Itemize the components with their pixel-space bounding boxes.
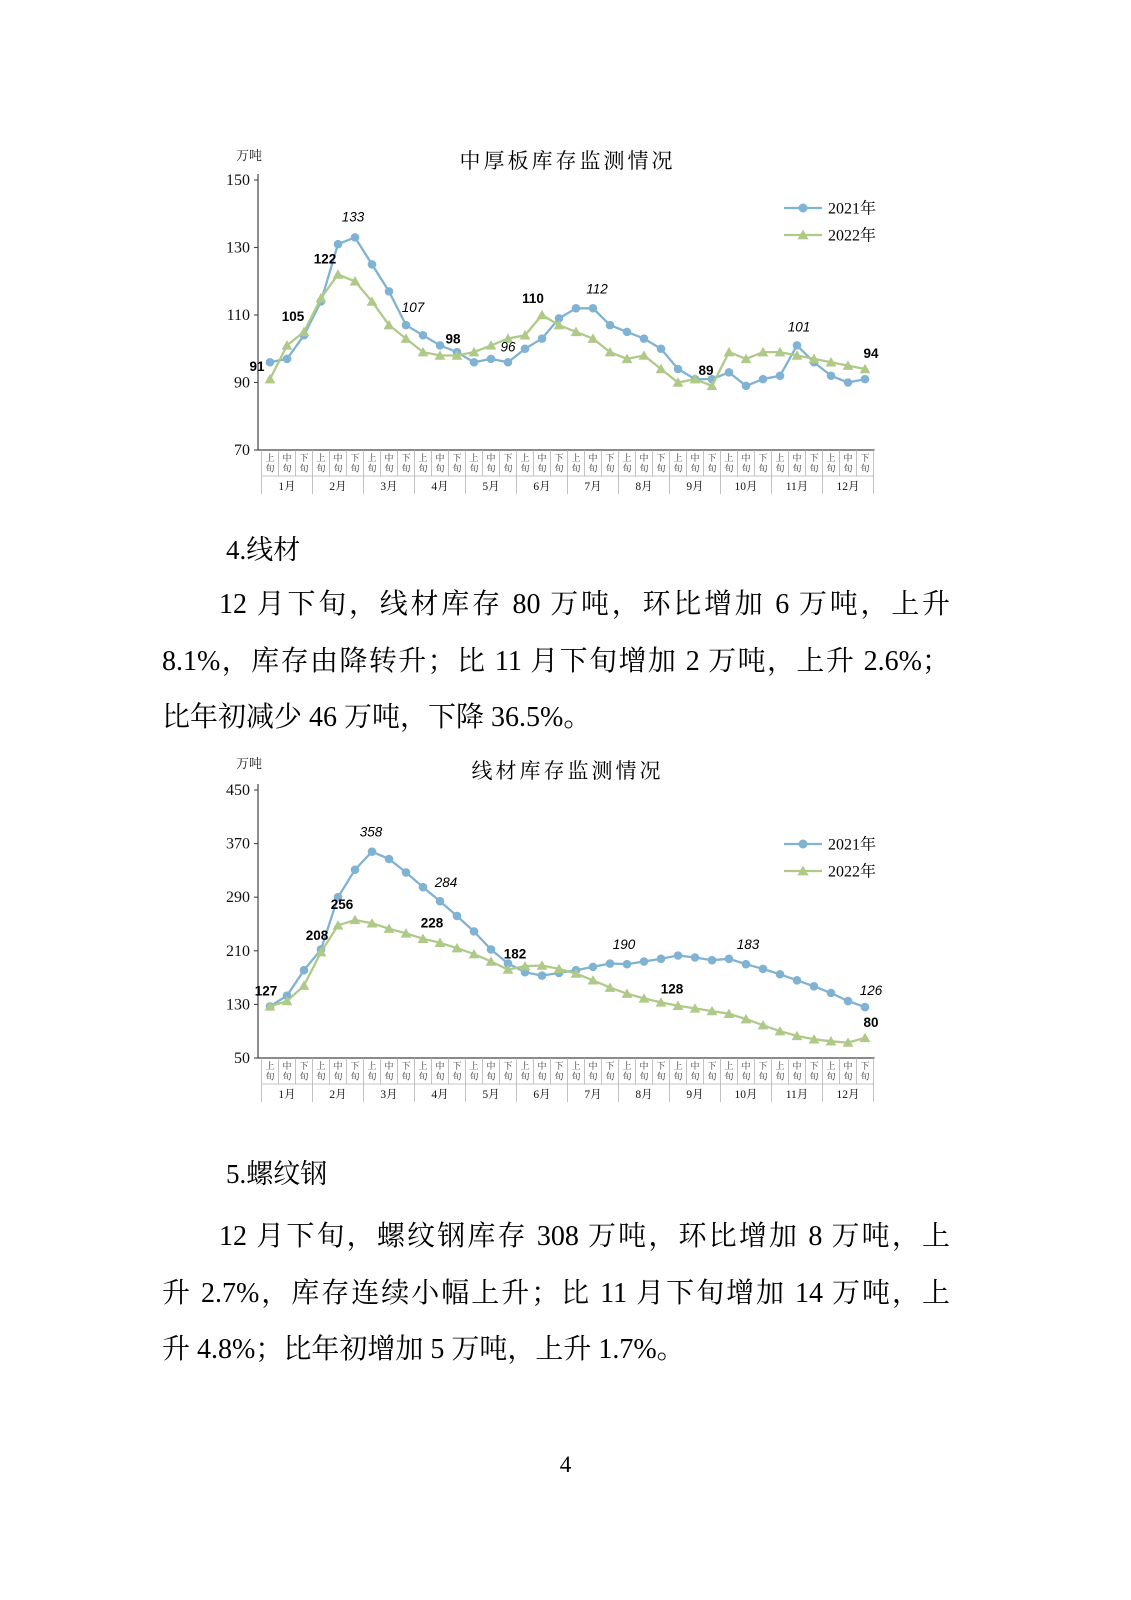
section-heading-rebar: 5.螺纹钢 [226,1159,328,1189]
x-month-label: 5月 [482,481,500,493]
circle-marker [708,956,717,965]
circle-marker [368,847,377,856]
data-point-label: 256 [330,896,354,912]
x-period-label: 中旬 [792,1061,802,1082]
circle-marker [504,358,513,367]
circle-marker [640,334,649,343]
x-period-label: 中旬 [792,453,802,474]
series-2021年 [266,233,870,390]
data-point-label: 182 [503,946,527,962]
x-period-label: 上旬 [316,453,326,474]
circle-marker [799,840,808,849]
x-period-label: 下旬 [809,1061,819,1082]
chart-medium-plate-inventory [224,128,914,503]
x-period-label: 下旬 [350,1061,360,1082]
y-tick-label: 130 [226,996,250,1014]
triangle-marker [724,347,735,356]
y-tick-label: 110 [226,307,250,324]
x-period-label: 上旬 [367,453,377,474]
circle-marker [470,358,479,367]
x-month-label: 7月 [584,481,602,493]
circle-marker [300,966,309,975]
x-period-label: 中旬 [282,1061,292,1082]
circle-marker [799,204,808,213]
circle-marker [453,912,462,921]
x-period-label: 中旬 [384,453,394,474]
x-period-label: 上旬 [469,453,479,474]
data-point-label: 122 [313,251,337,267]
data-point-label: 105 [281,308,305,324]
x-period-label: 上旬 [673,453,683,474]
legend-item-2021年 [784,835,876,854]
x-period-label: 中旬 [639,453,649,474]
x-month-label: 2月 [329,1089,347,1101]
x-period-label: 下旬 [503,1061,513,1082]
x-period-label: 下旬 [350,453,360,474]
x-period-label: 下旬 [860,453,870,474]
section-heading-wire-rod: 4.线材 [226,535,301,565]
y-tick-label: 210 [226,942,250,960]
circle-marker [589,304,598,313]
circle-marker [419,331,428,340]
circle-marker [266,358,275,367]
paragraph-wire-rod [162,577,950,747]
paragraph-line: 升 2.7%，库存连续小幅上升；比 11 月下旬增加 14 万吨，上 [162,1277,950,1309]
legend-item-2022年 [784,862,876,881]
x-period-label: 中旬 [435,1061,445,1082]
x-period-label: 下旬 [758,1061,768,1082]
chart-svg [224,128,914,498]
x-period-label: 下旬 [656,453,666,474]
x-period-label: 中旬 [690,453,700,474]
y-tick-label: 150 [226,172,250,189]
paragraph-line: 12 月下旬，螺纹钢库存 308 万吨，环比增加 8 万吨，上 [219,1221,950,1252]
x-period-label: 上旬 [826,1061,836,1082]
x-period-label: 中旬 [843,453,853,474]
circle-marker [776,970,785,979]
x-period-label: 上旬 [622,453,632,474]
data-point-label: 101 [787,319,811,335]
x-period-label: 中旬 [537,1061,547,1082]
data-point-label: 89 [698,362,714,378]
x-period-label: 下旬 [707,1061,717,1082]
paragraph-line: 比年初减少 46 万吨，下降 36.5%。 [162,702,592,733]
circle-marker [742,382,751,391]
circle-marker [385,287,394,296]
data-point-label: 107 [401,300,425,316]
circle-marker [725,955,734,964]
series-2022年 [265,915,871,1047]
paragraph-line: 12 月下旬，线材库存 80 万吨，环比增加 6 万吨，上升 [219,589,950,620]
x-period-label: 下旬 [605,453,615,474]
chart-title: 线材库存监测情况 [471,759,664,783]
circle-marker [368,260,377,269]
x-period-label: 下旬 [452,453,462,474]
circle-marker [419,883,428,892]
circle-marker [436,341,445,350]
x-period-label: 中旬 [639,1061,649,1082]
circle-marker [725,368,734,377]
chart-wire-rod-inventory [224,742,914,1115]
x-period-label: 中旬 [843,1061,853,1082]
circle-marker [470,927,479,936]
series-line [270,237,865,386]
x-period-label: 中旬 [741,1061,751,1082]
x-month-label: 8月 [635,1089,653,1101]
circle-marker [606,321,615,330]
triangle-marker [299,980,310,989]
x-period-label: 下旬 [401,453,411,474]
x-month-label: 10月 [734,1089,758,1101]
circle-marker [606,959,615,968]
circle-marker [691,953,700,962]
y-tick-label: 90 [234,374,250,392]
x-period-label: 下旬 [554,1061,564,1082]
x-period-label: 中旬 [537,453,547,474]
chart-title: 中厚板库存监测情况 [459,149,676,173]
x-month-label: 6月 [533,481,551,493]
x-period-label: 下旬 [554,453,564,474]
paragraph-line: 8.1%，库存由降转升；比 11 月下旬增加 2 万吨，上升 2.6%； [162,645,950,677]
circle-marker [351,233,360,242]
x-month-label: 1月 [278,1089,296,1101]
circle-marker [674,951,683,960]
data-point-label: 112 [586,281,608,297]
circle-marker [538,971,547,980]
x-period-label: 上旬 [775,453,785,474]
x-period-label: 上旬 [520,453,530,474]
y-axis-unit-label: 万吨 [236,148,263,163]
y-axis-unit-label: 万吨 [236,756,263,771]
circle-marker [742,960,751,969]
legend-item-2022年 [784,226,876,245]
triangle-marker [350,915,361,924]
x-period-label: 中旬 [486,453,496,474]
y-tick-label: 450 [226,782,250,799]
x-period-label: 中旬 [588,1061,598,1082]
x-period-label: 中旬 [690,1061,700,1082]
triangle-marker [333,269,344,278]
circle-marker [827,989,836,998]
x-period-label: 上旬 [571,453,581,474]
x-period-label: 中旬 [435,453,445,474]
x-period-label: 中旬 [741,453,751,474]
legend-label: 2022年 [828,227,877,245]
x-month-label: 7月 [584,1089,602,1101]
data-point-label: 98 [445,331,461,347]
series-line [270,852,865,1008]
x-period-label: 下旬 [299,1061,309,1082]
x-period-label: 下旬 [758,453,768,474]
y-tick-label: 50 [234,1050,250,1067]
circle-marker [759,965,768,974]
data-point-label: 110 [522,291,544,306]
circle-marker [844,378,853,387]
x-period-label: 上旬 [673,1061,683,1082]
x-month-label: 1月 [278,481,296,493]
circle-marker [623,328,632,337]
x-month-label: 6月 [533,1089,551,1101]
x-month-label: 5月 [482,1089,500,1101]
x-month-label: 12月 [836,1089,860,1101]
x-period-label: 上旬 [367,1061,377,1082]
x-period-label: 下旬 [299,453,309,474]
x-month-label: 12月 [836,481,860,493]
data-point-label: 284 [434,875,458,891]
x-period-label: 下旬 [503,453,513,474]
x-period-label: 上旬 [571,1061,581,1082]
x-month-label: 4月 [431,1089,449,1101]
circle-marker [521,344,530,353]
circle-marker [538,334,547,343]
data-point-label: 126 [859,983,883,999]
data-point-label: 80 [863,1014,879,1030]
circle-marker [589,963,598,972]
circle-marker [776,371,785,380]
x-period-label: 中旬 [384,1061,394,1082]
x-period-label: 上旬 [724,453,734,474]
x-period-label: 中旬 [333,1061,343,1082]
circle-marker [436,897,445,906]
x-period-label: 上旬 [520,1061,530,1082]
x-period-label: 上旬 [418,1061,428,1082]
circle-marker [402,321,411,330]
triangle-marker [537,310,548,319]
circle-marker [402,868,411,877]
circle-marker [674,365,683,374]
data-point-label: 133 [341,209,365,225]
x-month-label: 11月 [785,481,809,493]
data-point-label: 96 [500,339,516,355]
circle-marker [487,355,496,364]
x-period-label: 上旬 [826,453,836,474]
x-month-label: 11月 [785,1089,809,1101]
x-period-label: 上旬 [265,453,275,474]
legend-label: 2022年 [828,863,877,881]
data-point-label: 228 [420,915,444,931]
x-period-label: 下旬 [809,453,819,474]
x-period-label: 中旬 [333,453,343,474]
circle-marker [827,371,836,380]
x-month-label: 10月 [734,481,758,493]
series-line [270,275,865,386]
data-point-label: 128 [660,981,684,997]
data-point-label: 91 [249,359,265,375]
x-period-label: 下旬 [707,453,717,474]
x-month-label: 3月 [380,1089,398,1101]
data-point-label: 190 [612,937,636,953]
data-point-label: 358 [359,824,383,840]
x-period-label: 中旬 [588,453,598,474]
y-tick-label: 70 [234,442,250,459]
circle-marker [861,1003,870,1012]
circle-marker [657,955,666,964]
circle-marker [640,957,649,966]
data-point-label: 208 [305,928,329,944]
series-2021年 [266,847,870,1011]
x-month-label: 3月 [380,481,398,493]
x-period-label: 中旬 [486,1061,496,1082]
circle-marker [572,304,581,313]
circle-marker [385,855,394,864]
chart-svg [224,742,914,1110]
y-tick-label: 370 [226,835,250,853]
x-month-label: 9月 [686,481,704,493]
data-point-label: 127 [254,983,278,999]
circle-marker [334,240,343,249]
x-period-label: 下旬 [401,1061,411,1082]
data-point-label: 183 [736,937,760,953]
circle-marker [351,865,360,874]
legend-label: 2021年 [828,200,877,218]
x-period-label: 上旬 [622,1061,632,1082]
data-point-label: 94 [863,346,879,361]
x-period-label: 下旬 [605,1061,615,1082]
x-period-label: 下旬 [860,1061,870,1082]
triangle-marker [639,350,650,359]
x-period-label: 下旬 [452,1061,462,1082]
x-month-label: 2月 [329,481,347,493]
x-period-label: 上旬 [724,1061,734,1082]
x-period-label: 中旬 [282,453,292,474]
triangle-marker [860,1033,871,1042]
legend-label: 2021年 [828,836,877,854]
x-period-label: 上旬 [418,453,428,474]
circle-marker [844,997,853,1006]
x-period-label: 上旬 [265,1061,275,1082]
circle-marker [657,344,666,353]
legend-item-2021年 [784,199,876,218]
y-tick-label: 290 [226,889,250,907]
circle-marker [283,355,292,364]
x-period-label: 下旬 [656,1061,666,1082]
paragraph-rebar [162,1209,950,1379]
x-period-label: 上旬 [469,1061,479,1082]
circle-marker [793,341,802,350]
x-month-label: 4月 [431,481,449,493]
x-period-label: 上旬 [775,1061,785,1082]
circle-marker [487,945,496,954]
circle-marker [759,375,768,384]
x-period-label: 上旬 [316,1061,326,1082]
circle-marker [793,976,802,985]
x-month-label: 9月 [686,1089,704,1101]
paragraph-line: 升 4.8%；比年初增加 5 万吨，上升 1.7%。 [162,1334,685,1365]
y-tick-label: 130 [226,239,250,257]
triangle-marker [265,374,276,383]
circle-marker [861,375,870,384]
x-month-label: 8月 [635,481,653,493]
circle-marker [810,982,819,991]
page-number: 4 [559,1452,572,1477]
series-line [270,920,865,1043]
circle-marker [623,960,632,969]
